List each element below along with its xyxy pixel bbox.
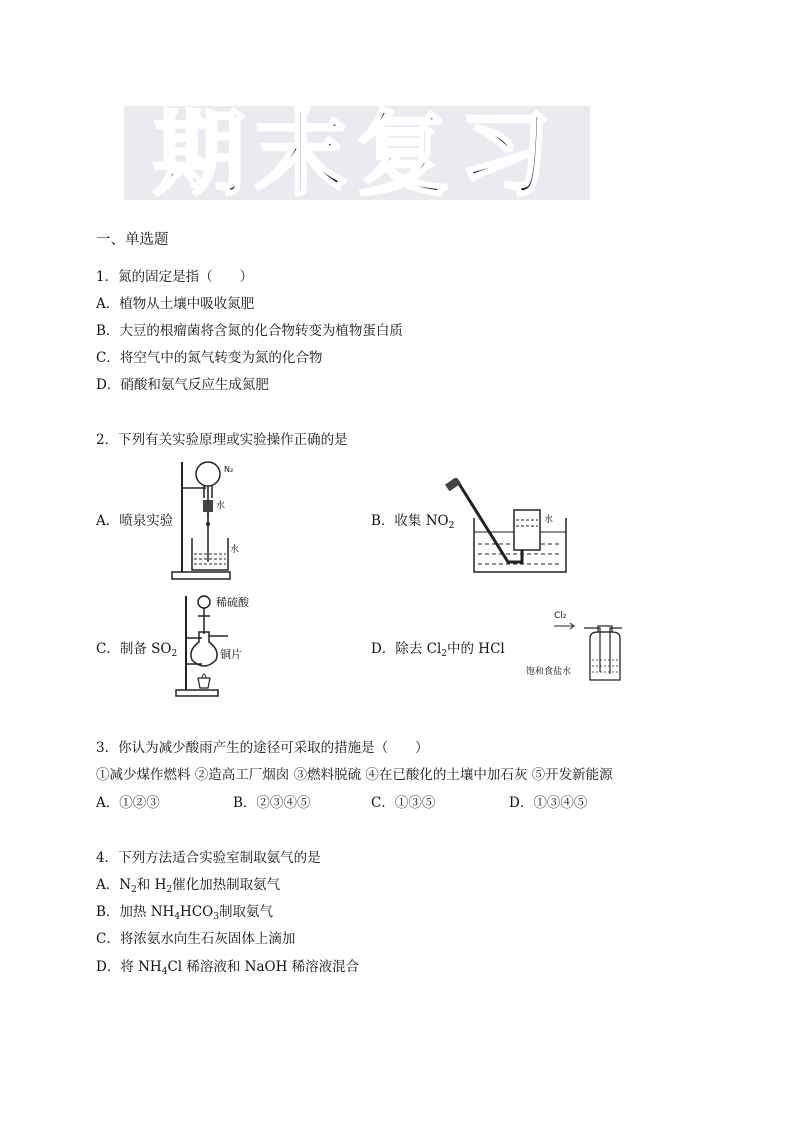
q2-option-b[interactable]: B．收集 $NO_2$ (371, 513, 455, 531)
q1-option-c[interactable]: C．将空气中的氮气转变为氮的化合物 (96, 350, 323, 366)
q1-option-d[interactable]: D．硝酸和氨气反应生成氮肥 (96, 377, 269, 393)
q4-option-b[interactable]: B．加热 $NH_4HCO_3$制取氨气 (96, 904, 273, 922)
q2-option-d[interactable]: D．除去 $Cl_2$中的 HCl (371, 641, 505, 659)
fountain-apparatus-figure (168, 458, 248, 582)
q2-option-c[interactable]: C．制备 $SO_2$ (96, 641, 178, 659)
q2-option-a[interactable]: A．喷泉实验 (96, 513, 174, 529)
section-title: 一、单选题 (96, 232, 169, 248)
so2-apparatus-figure (172, 592, 262, 698)
q2-stem: 2．下列有关实验原理或实验操作正确的是 (96, 432, 348, 448)
q4-option-d[interactable]: D．将 $NH_4Cl$ 稀溶液和 NaOH 稀溶液混合 (96, 959, 360, 977)
no2-water-label: 水 (544, 515, 554, 525)
q3-option-d[interactable]: D．①③④⑤ (509, 795, 588, 811)
collect-no2-figure (444, 478, 574, 578)
q1-option-b[interactable]: B．大豆的根瘤菌将含氮的化合物转变为植物蛋白质 (96, 323, 403, 339)
q3-option-c[interactable]: C．①③⑤ (371, 795, 436, 811)
title-banner (122, 104, 592, 202)
banner-graphic (122, 104, 592, 202)
fountain-water-label-1: 水 (216, 501, 226, 511)
cl2-gas-label: Cl₂ (554, 611, 567, 621)
fountain-n2-label: N₂ (224, 465, 234, 474)
q4-stem: 4．下列方法适合实验室制取氨气的是 (96, 850, 321, 866)
q3-measures: ①减少煤作燃料 ②造高工厂烟囱 ③燃料脱硫 ④在已酸化的土壤中加石灰 ⑤开发新能源 (96, 767, 613, 783)
q3-option-a[interactable]: A．①②③ (96, 795, 160, 811)
q4-option-a[interactable]: A．$N_2$和 $H_2$催化加热制取氨气 (96, 877, 281, 895)
so2-copper-label: 铜片 (220, 648, 242, 661)
fountain-water-label-2: 水 (230, 545, 240, 555)
q4-option-c[interactable]: C．将浓氨水向生石灰固体上滴加 (96, 931, 296, 947)
q1-stem: 1．氮的固定是指（ ） (96, 269, 254, 285)
q3-stem: 3．你认为减少酸雨产生的途径可采取的措施是（ ） (96, 740, 429, 756)
q1-option-a[interactable]: A．植物从土壤中吸收氮肥 (96, 296, 255, 312)
cl2-brine-label: 饱和食盐水 (526, 667, 572, 677)
so2-acid-label: 稀硫酸 (216, 596, 249, 609)
banner-title: 期末复习 (152, 104, 562, 202)
q3-option-b[interactable]: B．②③④⑤ (233, 795, 311, 811)
cl2-washing-bottle-figure (524, 608, 624, 688)
